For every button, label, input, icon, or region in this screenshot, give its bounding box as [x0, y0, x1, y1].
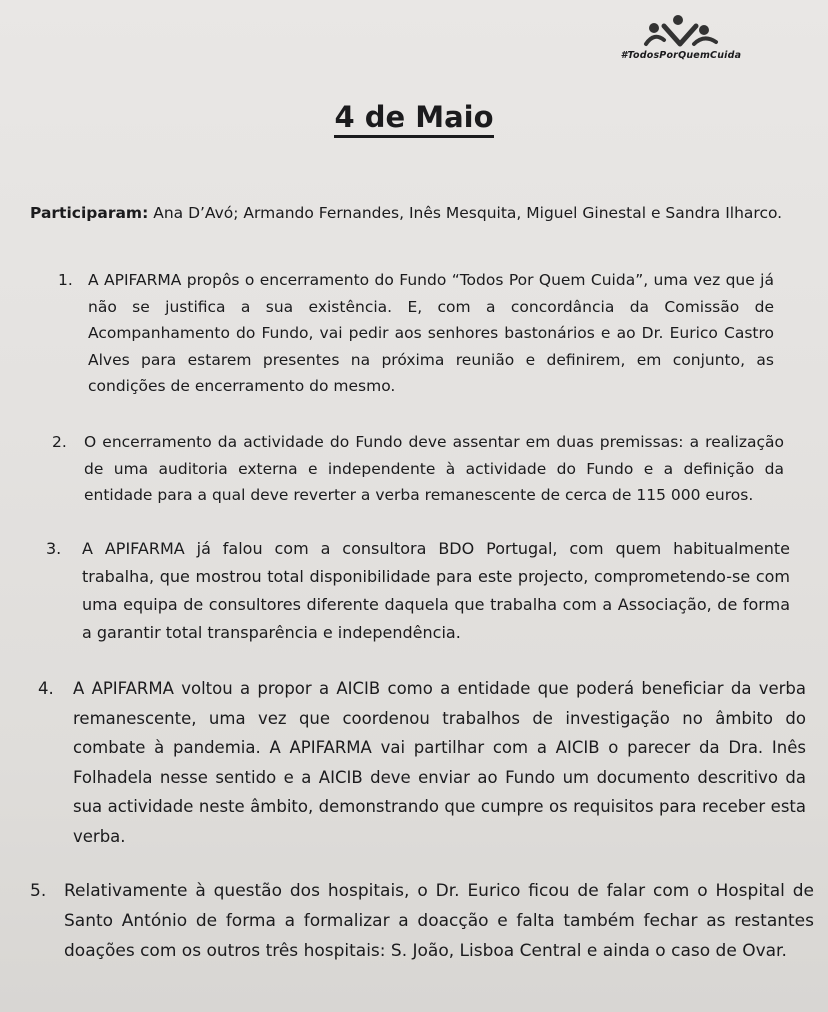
item-number: 4.: [38, 679, 54, 698]
participants-label: Participaram:: [30, 204, 149, 222]
list-item: [38, 674, 806, 851]
item-number: 5.: [30, 881, 47, 901]
item-number: 1.: [58, 271, 73, 289]
logo-tagline: #TodosPorQuemCuida: [620, 50, 742, 61]
campaign-logo: [606, 14, 756, 61]
item-text: Relativamente à questão dos hospitais, o Dr. Eurico ficou de falar com o Hospital de Santo António de forma a formalizar a doacção e falta também fechar as restantes doações com os outros três hospitais: S. João, Lisboa Central e ainda o caso de Ovar.: [64, 881, 814, 961]
list-item: [52, 429, 784, 509]
item-number: 2.: [52, 433, 67, 451]
item-text: A APIFARMA já falou com a consultora BDO Portugal, com quem habitualmente trabalha, que mostrou total disponibilidade para este projecto, comprometendo-se com uma equipa de consultores diferente daquela que trabalha com a Associação, de forma a garantir total transparência e independência.: [82, 539, 790, 642]
item-text: A APIFARMA propôs o encerramento do Fundo “Todos Por Quem Cuida”, uma vez que já não se justifica a sua existência. E, com a concordância da Comissão de Acompanhamento do Fundo, vai pedir aos senhores bastonários e ao Dr. Eurico Castro Alves para estarem presentes na próxima reunião e definirem, em conjunto, as condições de encerramento do mesmo.: [88, 271, 774, 395]
page-title: [0, 100, 828, 134]
list-item: [46, 535, 790, 647]
item-text: A APIFARMA voltou a propor a AICIB como a entidade que poderá beneficiar da verba remanescente, uma vez que coordenou trabalhos de investigação no âmbito do combate à pandemia. A APIFARMA vai partilhar com a AICIB o parecer da Dra. Inês Folhadela nesse sentido e a AICIB deve enviar ao Fundo um documento descritivo da sua actividade neste âmbito, demonstrando que cumpre os requisitos para receber esta verba.: [73, 679, 806, 846]
item-number: 3.: [46, 539, 62, 558]
participants-line: [30, 204, 810, 222]
participants-names: Ana D’Avó; Armando Fernandes, Inês Mesquita, Miguel Ginestal e Sandra Ilharco.: [153, 204, 783, 222]
item-text: O encerramento da actividade do Fundo deve assentar em duas premissas: a realização de uma auditoria externa e independente à actividade do Fundo e a definição da entidade para a qual deve reverter a verba remanescente de cerca de 115 000 euros.: [84, 433, 784, 504]
list-item: [30, 876, 814, 966]
list-item: [58, 267, 774, 400]
people-logo-icon: [642, 14, 720, 48]
title-text: 4 de Maio: [334, 100, 493, 138]
